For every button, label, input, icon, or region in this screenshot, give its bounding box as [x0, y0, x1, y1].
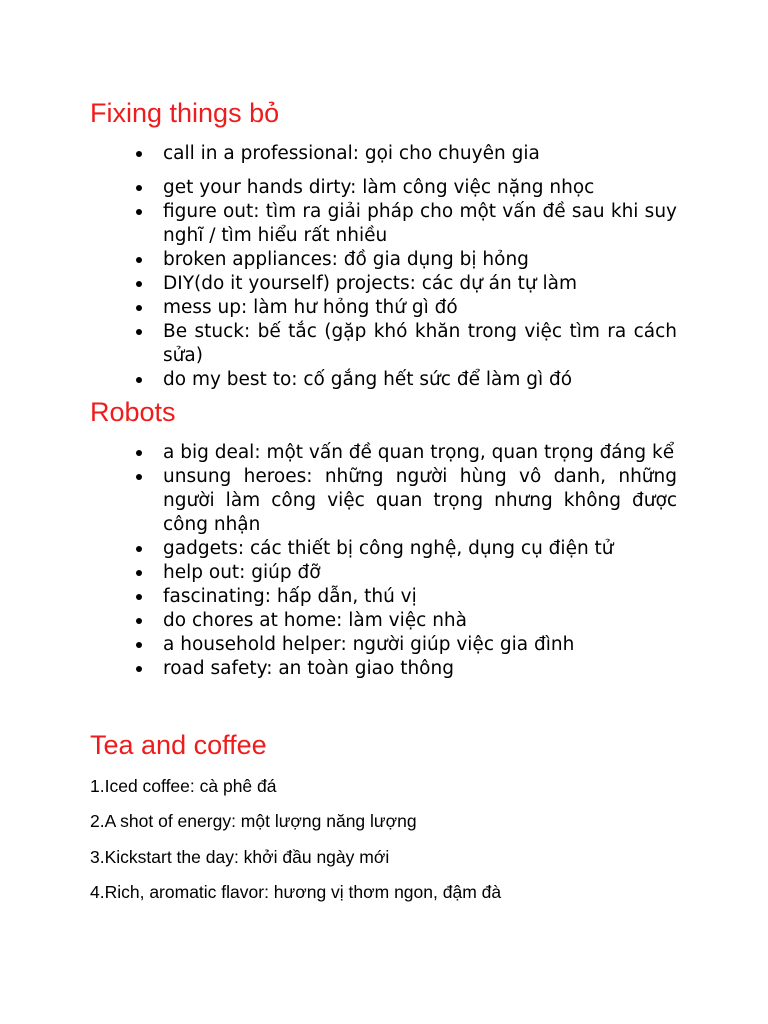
section-title-fixing-things: Fixing things bỏ	[90, 98, 280, 128]
numbered-item: 4.Rich, aromatic flavor: hương vị thơm ngon, đậm đà	[90, 882, 502, 902]
list-item: a household helper: người giúp việc gia đình	[163, 633, 677, 657]
fixing-things-list	[0, 142, 768, 392]
list-item: a big deal: một vấn đề quan trọng, quan trọng đáng kể	[163, 441, 677, 465]
section-title-tea-and-coffee: Tea and coffee	[90, 730, 267, 760]
robots-list	[0, 441, 768, 681]
list-item: figure out: tìm ra giải pháp cho một vấn đề sau khi suy nghĩ / tìm hiểu rất nhiều	[163, 201, 677, 246]
list-item: do my best to: cố gắng hết sức để làm gì đó	[163, 368, 677, 392]
list-item: gadgets: các thiết bị công nghệ, dụng cụ điện tử	[163, 537, 677, 561]
list-item: road safety: an toàn giao thông	[163, 657, 677, 681]
list-item: broken appliances: đồ gia dụng bị hỏng	[163, 248, 677, 272]
numbered-item: 1.Iced coffee: cà phê đá	[90, 776, 277, 796]
list-item: mess up: làm hư hỏng thứ gì đó	[163, 296, 677, 320]
numbered-item: 2.A shot of energy: một lượng năng lượng	[90, 811, 417, 831]
list-item: DIY(do it yourself) projects: các dự án tự làm	[163, 272, 677, 296]
list-item: Be stuck: bế tắc (gặp khó khăn trong việc tìm ra cách sửa)	[163, 321, 677, 366]
list-item: fascinating: hấp dẫn, thú vị	[163, 585, 677, 609]
list-item: get your hands dirty: làm công việc nặng nhọc	[163, 176, 677, 200]
list-item: unsung heroes: những người hùng vô danh, những người làm công việc quan trọng nhưng không được công nhận	[163, 466, 677, 535]
list-item: call in a professional: gọi cho chuyên gia	[163, 142, 677, 166]
numbered-item: 3.Kickstart the day: khởi đầu ngày mới	[90, 847, 390, 867]
section-title-robots: Robots	[90, 397, 176, 427]
list-item: do chores at home: làm việc nhà	[163, 609, 677, 633]
list-item: help out: giúp đỡ	[163, 561, 677, 585]
